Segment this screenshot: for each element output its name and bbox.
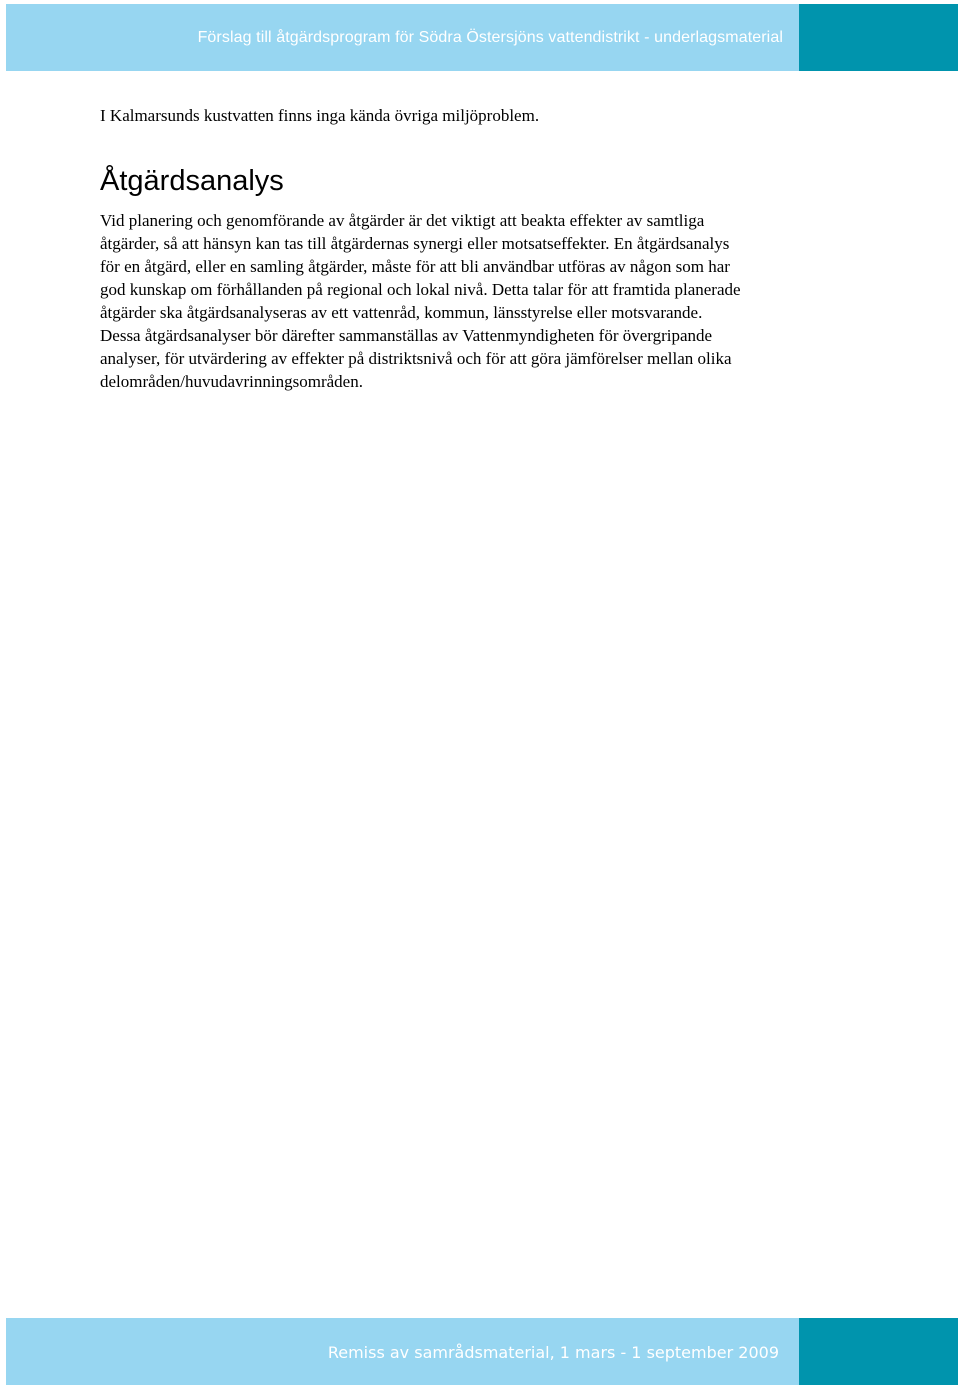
header-light-panel bbox=[6, 4, 799, 71]
paragraph-line: åtgärder ska åtgärdsanalyseras av ett vattenråd, kommun, länsstyrelse eller motsvarande. bbox=[100, 303, 703, 322]
paragraph-line: för en åtgärd, eller en samling åtgärder, måste för att bli användbar utföras av någon som har bbox=[100, 257, 730, 276]
header-title: Förslag till åtgärdsprogram för Södra Östersjöns vattendistrikt - underlagsmaterial bbox=[197, 28, 783, 46]
document-body bbox=[100, 104, 890, 393]
intro-sentence: I Kalmarsunds kustvatten finns inga kända övriga miljöproblem. bbox=[100, 106, 540, 125]
paragraph-line: delområden/huvudavrinningsområden. bbox=[100, 372, 363, 391]
paragraph-line: Vid planering och genomförande av åtgärder är det viktigt att beakta effekter av samtliga bbox=[100, 211, 705, 230]
paragraph-line: Dessa åtgärdsanalyser bör därefter sammanställas av Vattenmyndigheten för övergripande bbox=[100, 326, 713, 345]
header-accent-block bbox=[799, 4, 958, 71]
paragraph-line: god kunskap om förhållanden på regional och lokal nivå. Detta talar för att framtida planerade bbox=[100, 280, 741, 299]
paragraph-line: analyser, för utvärdering av effekter på distriktsnivå och för att göra jämförelser mellan olika bbox=[100, 349, 732, 368]
page-footer-band bbox=[6, 1318, 958, 1385]
footer-text: Remiss av samrådsmaterial, 1 mars - 1 september 2009 bbox=[327, 1343, 779, 1362]
footer-light-panel bbox=[6, 1318, 799, 1385]
footer-accent-block bbox=[799, 1318, 958, 1385]
section-paragraph bbox=[100, 209, 890, 393]
paragraph-line: åtgärder, så att hänsyn kan tas till åtgärdernas synergi eller motsatseffekter. En åtgärdsanalys bbox=[100, 234, 730, 253]
page-header-band bbox=[6, 4, 958, 71]
section-heading: Åtgärdsanalys bbox=[100, 165, 284, 197]
